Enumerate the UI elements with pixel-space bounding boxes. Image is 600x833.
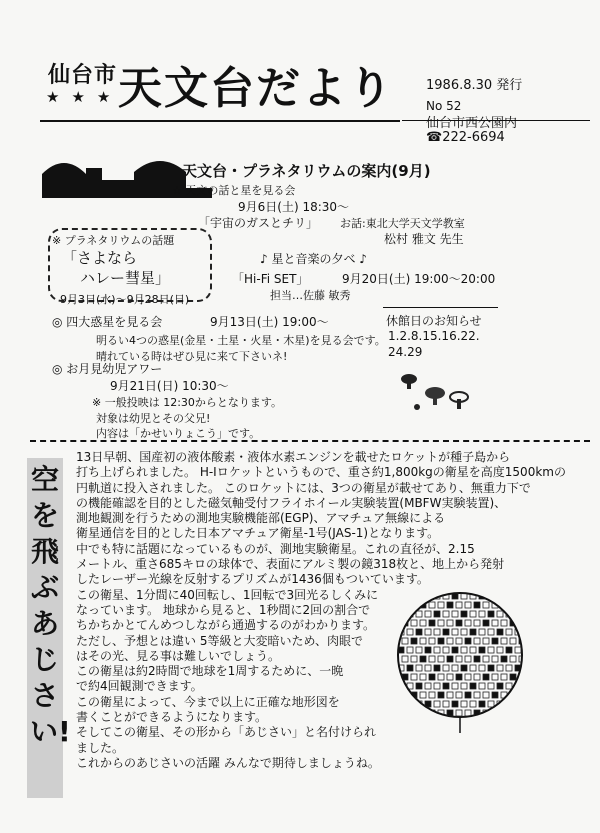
mirror-tile xyxy=(488,665,494,671)
mirror-tile xyxy=(407,701,413,707)
mirror-tile xyxy=(515,593,521,599)
mirror-tile xyxy=(461,665,467,671)
closed-days-line-1: 1.2.8.15.16.22. xyxy=(388,329,480,343)
planetarium-program xyxy=(62,248,170,288)
kids-event-note-2: 対象は幼児とその父兄! xyxy=(96,412,211,425)
mirror-tile xyxy=(515,611,521,617)
article-line: 13日早朝、国産初の液体酸素・液体水素エンジンを載せたロケットが種子島から xyxy=(76,450,511,464)
planets-event-desc-2: 晴れている時はぜひ見に来て下さいネ! xyxy=(96,350,288,363)
closed-days-title: 休館日のお知らせ xyxy=(386,314,482,328)
article-line: これからのあじさいの活躍 みんなで期待しましょうね。 xyxy=(76,755,380,770)
mirror-tile xyxy=(470,683,476,689)
mirror-tile xyxy=(438,638,444,644)
masthead-stars: ★★★ xyxy=(46,88,123,106)
article-line: この衛星、1分間に40回転し、1回転で3回光るしくみに xyxy=(76,587,379,602)
masthead-city: 仙台市 xyxy=(48,63,118,88)
mirror-tile xyxy=(407,593,413,599)
mirror-tile xyxy=(479,701,485,707)
mirror-tile xyxy=(519,602,525,608)
mirror-tile xyxy=(438,692,444,698)
mirror-tile xyxy=(506,593,512,599)
article-line: したレーザー光線を反射するプリズムが1436個もついています。 xyxy=(76,572,429,587)
issue-date: 1986.8.30 発行 xyxy=(426,78,523,93)
mirror-tile xyxy=(456,674,462,680)
article-line: なっています。 地球から見ると、1秒間に2回の割合で xyxy=(76,602,371,617)
ajisai-satellite-illustration xyxy=(390,585,530,735)
article-line: の機能確認を目的とした磁気軸受付フライホイール実験装置(MBFW実験装置)、 xyxy=(76,495,507,510)
mirror-tile xyxy=(497,629,503,635)
mirror-tile xyxy=(429,674,435,680)
mirror-tile xyxy=(510,674,516,680)
kids-event-note-3: 内容は「かせいりょこう」です。 xyxy=(96,427,261,440)
mirror-tile xyxy=(443,629,449,635)
mirror-tile xyxy=(452,647,458,653)
article-vertical-title: 空を飛ぶあじさい! xyxy=(30,463,71,748)
mirror-tile xyxy=(492,710,498,716)
mirror-tile xyxy=(398,683,404,689)
event1-theme: 「宇宙のガスとチリ」 xyxy=(198,216,319,230)
mirror-tile xyxy=(398,593,404,599)
article-line: 書くことができるようになります。 xyxy=(76,710,268,725)
mirror-tile xyxy=(452,701,458,707)
planetarium-label: ※ プラネタリウムの話題 xyxy=(52,234,175,247)
mirror-tile xyxy=(519,710,525,716)
mirror-tile xyxy=(501,656,507,662)
masthead-title: 天文台だより xyxy=(118,63,394,114)
header-rule xyxy=(40,120,400,122)
article-line: この衛星は約2時間で地球を1周するために、一晩 xyxy=(76,664,344,679)
planets-event-desc-1: 明るい4つの惑星(金星・土星・火星・木星)を見る会です。 xyxy=(96,334,386,347)
issue-number: No 52 xyxy=(426,99,462,113)
mirror-tile xyxy=(479,647,485,653)
kids-event-title: ◎ お月見幼児アワー xyxy=(52,362,163,376)
article-line: 衛星通信を目的とした日本アマチュア衛星-1号(JAS-1)となります。 xyxy=(76,526,440,541)
mirror-tile xyxy=(510,692,516,698)
event1-speaker: 松村 雅文 先生 xyxy=(384,232,464,246)
mirror-tile xyxy=(461,611,467,617)
kids-event-note-1: ※ 一般投映は 12:30からとなります。 xyxy=(92,396,283,409)
mirror-tile xyxy=(483,674,489,680)
mirror-tile xyxy=(501,710,507,716)
mirror-tile xyxy=(510,602,516,608)
mirror-tile xyxy=(434,611,440,617)
event2-date: 9月20日(土) 19:00～20:00 xyxy=(342,272,496,286)
article-line: 打ち上げられました。 H-Iロケットというもので、重さ約1,800kgの衛星を高度1500kmの xyxy=(76,465,566,480)
guide-heading: 天文台・プラネタリウムの案内(9月) xyxy=(182,162,431,180)
mirror-tile xyxy=(474,656,480,662)
article-line: そしてこの衛星、その形から「あじさい」と名付けられ xyxy=(76,725,377,740)
mushroom-doodle-icon xyxy=(395,367,475,417)
mirror-tile xyxy=(519,620,525,626)
issue-tel: ☎222-6694 xyxy=(426,130,505,145)
mirror-tile xyxy=(488,593,494,599)
mirror-tile xyxy=(474,602,480,608)
event1-speaker-org: お話:東北大学天文学教室 xyxy=(340,217,465,230)
mirror-tile xyxy=(420,656,426,662)
mirror-tile xyxy=(510,710,516,716)
issue-org: 仙台市西公園内 xyxy=(426,116,518,131)
mirror-tile xyxy=(452,593,458,599)
article-line: ちかちかとてんめつしながら通過するのがわかります。 xyxy=(76,618,376,633)
mirror-tile xyxy=(456,620,462,626)
mirror-tile xyxy=(411,638,417,644)
program-line-2: ハレー彗星」 xyxy=(80,269,171,287)
mirror-tile xyxy=(425,701,431,707)
mirror-tile xyxy=(398,701,404,707)
mirror-tile xyxy=(402,692,408,698)
mirror-tile xyxy=(416,629,422,635)
article-line: 測地観測を行うための測地実験機能部(EGP)、アマチュア無線による xyxy=(76,511,446,526)
article-line: この衛星によって、今まで以上に正確な地形図を xyxy=(76,694,340,709)
mirror-tile xyxy=(492,692,498,698)
kids-event-date: 9月21日(日) 10:30～ xyxy=(110,379,229,393)
mirror-tile xyxy=(447,656,453,662)
planets-event-title: ◎ 四大惑星を見る会 xyxy=(52,315,163,329)
planetarium-period: 9月3日(水)～9月28日(日) xyxy=(60,293,190,306)
mirror-tile xyxy=(519,692,525,698)
mirror-tile xyxy=(425,647,431,653)
mirror-tile xyxy=(465,638,471,644)
article-line: はその光、見る事は難しいでしょう。 xyxy=(76,648,281,663)
mirror-tile xyxy=(434,665,440,671)
event1-title: ☆ 天文の話と星を見る会 xyxy=(172,184,296,197)
mirror-tile xyxy=(488,611,494,617)
mirror-tile xyxy=(501,602,507,608)
article-line: メートル、重さ685キロの球体で、表面にアルミ製の鏡318枚と、地上から発射 xyxy=(76,557,505,572)
mirror-tile xyxy=(411,710,417,716)
event2-title: ♪ 星と音楽の夕べ ♪ xyxy=(260,252,367,266)
event1-date: 9月6日(土) 18:30～ xyxy=(238,200,350,214)
mirror-tile xyxy=(483,620,489,626)
mirror-tile xyxy=(402,710,408,716)
mirror-tile xyxy=(519,674,525,680)
mirror-tile xyxy=(492,638,498,644)
mirror-tile xyxy=(447,602,453,608)
mirror-tile xyxy=(506,701,512,707)
mirror-tile xyxy=(429,620,435,626)
mirror-tile xyxy=(402,602,408,608)
mirror-tile xyxy=(407,611,413,617)
mirror-tile xyxy=(443,683,449,689)
mirror-tile xyxy=(515,701,521,707)
article-line: 中でも特に話題になっているものが、測地実験衛星。これの直径が、2.15 xyxy=(76,541,475,556)
mirror-tile xyxy=(420,710,426,716)
event2-band: 「Hi-Fi SET」 xyxy=(232,272,309,286)
mirror-tile xyxy=(416,683,422,689)
mirror-tile xyxy=(398,647,404,653)
mirror-tile xyxy=(506,647,512,653)
article-line: 円軌道に投入されました。 このロケットには、3つの衛星が載せてあり、無重力下で xyxy=(76,480,531,495)
program-line-1: 「さよなら xyxy=(62,249,138,267)
mirror-tile xyxy=(416,593,422,599)
mirror-tile xyxy=(407,665,413,671)
closed-days-line-2: 24.29 xyxy=(388,345,423,359)
section-separator xyxy=(30,440,590,442)
mirror-tile xyxy=(515,665,521,671)
mirror-tile xyxy=(497,683,503,689)
planets-event-date: 9月13日(土) 19:00～ xyxy=(210,315,329,329)
article-line: ました。 xyxy=(76,740,125,755)
mirror-tile xyxy=(465,692,471,698)
mirror-tile xyxy=(447,710,453,716)
article-line: で約4回観測できます。 xyxy=(76,679,203,694)
mirror-tile xyxy=(398,611,404,617)
mirror-tile xyxy=(425,593,431,599)
mirror-tile xyxy=(402,674,408,680)
event2-host: 担当…佐藤 敏秀 xyxy=(270,289,351,302)
article-line: ただし、予想とは違い 5等級と大変暗いため、肉眼で xyxy=(76,633,363,648)
mirror-tile xyxy=(470,629,476,635)
mirror-tile xyxy=(411,602,417,608)
mirror-tile xyxy=(497,593,503,599)
